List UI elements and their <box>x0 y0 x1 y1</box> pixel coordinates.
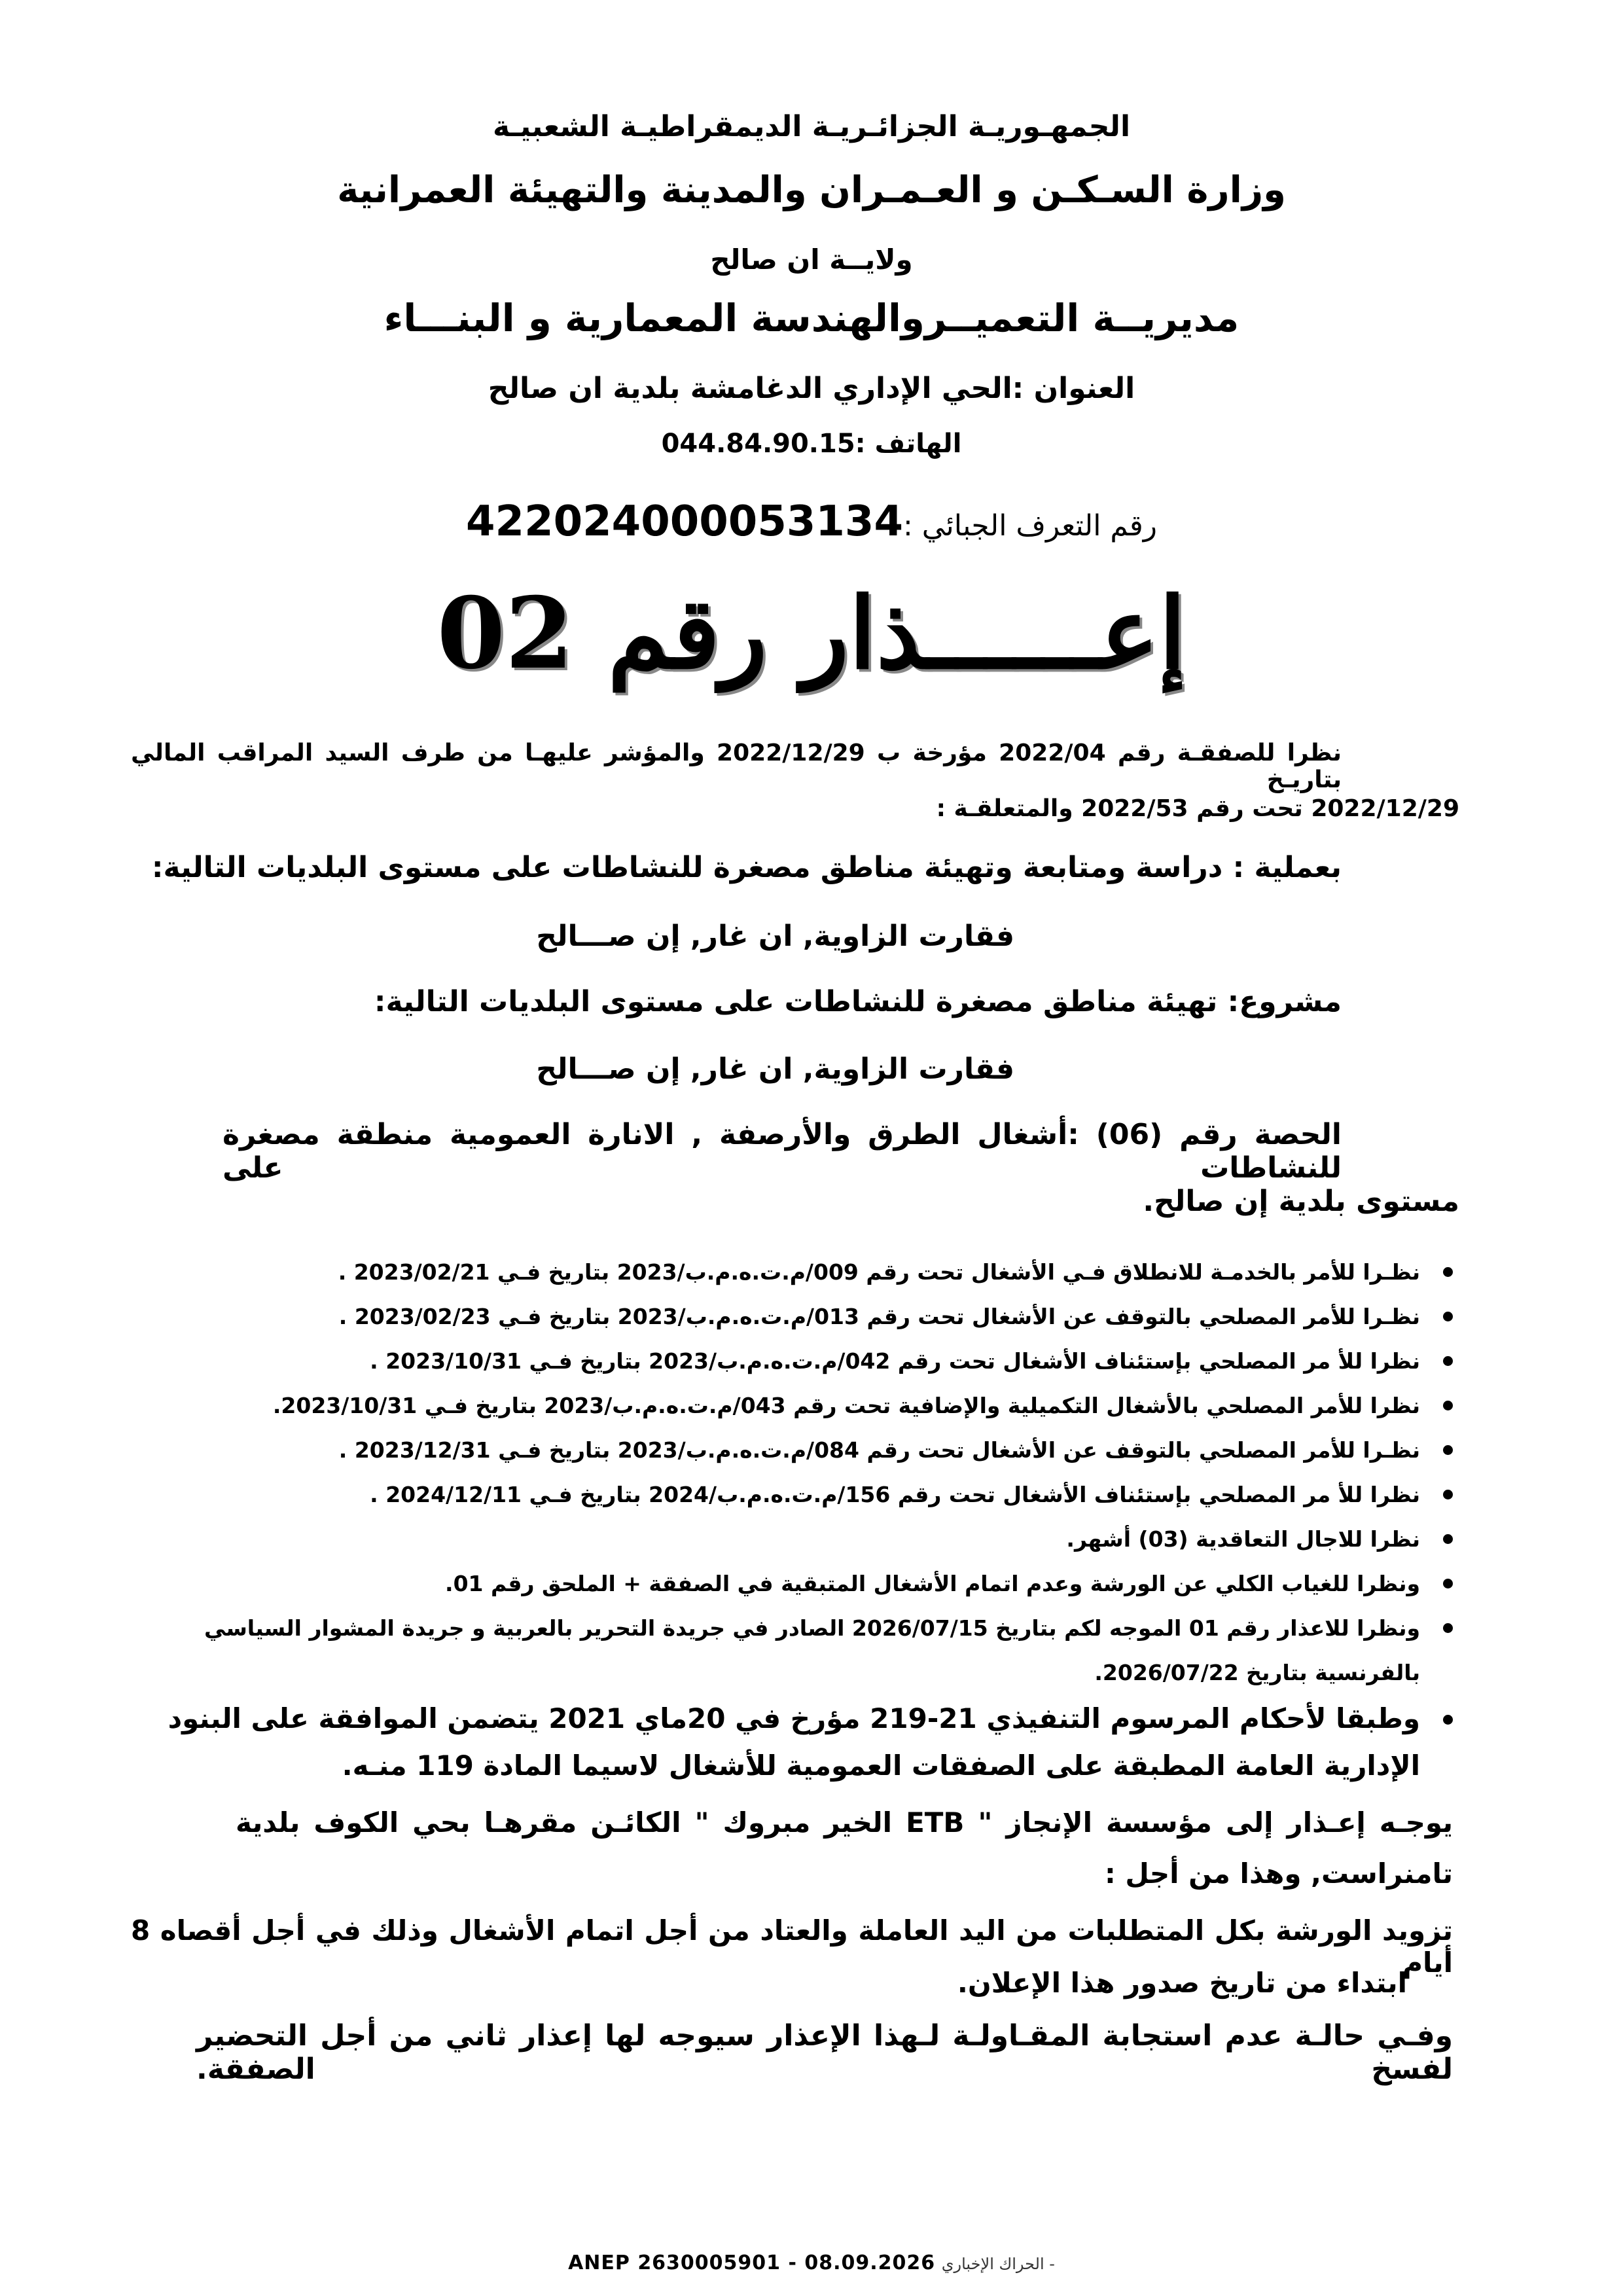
list-item: نظرا للأ مر المصلحي بإستئناف الأشغال تحت رقم 156/م.ت.ه.م.ب/2024 بتاريخ فـي 2024/12/11 . <box>131 1473 1459 1517</box>
bullet-icon <box>1443 1312 1453 1321</box>
considerations-list <box>131 1250 1459 1789</box>
project-line: مشروع: تهيئة مناطق مصغرة للنشاطات على مستوى البلديات التالية: <box>374 985 1342 1018</box>
notice-line-1: يوجـه إعـذار إلى مؤسسة الإنجاز " ETB الخير مبروك " الكائـن مقرهـا بحي الكوف بلدية <box>236 1806 1453 1839</box>
lot-line-1: الحصة رقم (06) :أشغال الطرق والأرصفة , الانارة العمومية منطقة مصغرة للنشاطات على <box>223 1118 1342 1185</box>
bullet-icon <box>1443 1356 1453 1366</box>
footer-source: - الحراك الإخباري <box>941 2255 1055 2273</box>
bullet-icon <box>1443 1445 1453 1455</box>
direction-heading: مديريــة التعميــروالهندسة المعمارية و البنـــاء <box>383 296 1240 340</box>
contract-paragraph-line-1: نظرا للصفقـة رقم 2022/04 مؤرخة ب 2022/12/29 والمؤشر عليهـا من طرف السيد المراقب المالي بتاريـخ <box>131 740 1342 793</box>
list-item: ونظرا للغياب الكلي عن الورشة وعدم اتمام الأشغال المتبقية في الصفقة + الملحق رقم 01. <box>131 1562 1459 1606</box>
ministry-heading: وزارة السـكـن و العـمـران والمدينة والتهيئة العمرانية <box>337 169 1286 211</box>
wilaya-heading: ولايــة ان صالح <box>710 243 913 276</box>
notice-title: إعــــــذار رقم 02 <box>437 576 1186 691</box>
list-item: نظـرا للأمر المصلحي بالتوقف عن الأشغال تحت رقم 013/م.ت.ه.م.ب/2023 بتاريخ فـي 2023/02/23 . <box>131 1295 1459 1339</box>
communes-line-2: فقارت الزاوية, ان غار, إن صـــالح <box>536 1052 1014 1086</box>
tax-id-value: 422024000053134 <box>466 497 903 546</box>
list-item: نظرا للأمر المصلحي بالأشغال التكميلية والإضافية تحت رقم 043/م.ت.ه.م.ب/2023 بتاريخ فـي 2023/10/31. <box>131 1384 1459 1428</box>
final-warning: وفـي حالـة عدم استجابة المقـاولـة لـهذا الإعذار سيوجه لها إعذار ثاني من أجل التحضير لفسخ الصفقة. <box>196 2019 1453 2086</box>
bullet-icon <box>1443 1267 1453 1277</box>
list-item: نظرا للاجال التعاقدية (03) أشهر. <box>131 1517 1459 1562</box>
tax-id-label: رقم التعرف الجبائي : <box>902 509 1157 543</box>
contract-paragraph-line-2: 2022/12/29 تحت رقم 2022/53 والمتعلقـة : <box>936 795 1459 822</box>
list-item: نظـرا للأمر المصلحي بالتوقف عن الأشغال تحت رقم 084/م.ت.ه.م.ب/2023 بتاريخ فـي 2023/12/31 . <box>131 1428 1459 1473</box>
supply-line-2: ابتداء من تاريخ صدور هذا الإعلان. <box>957 1967 1407 1999</box>
republic-heading: الجمهـوريـة الجزائـريـة الديمقراطيـة الشعبيـة <box>492 110 1131 143</box>
footer <box>0 2251 1623 2274</box>
bullet-icon <box>1443 1401 1453 1410</box>
bullet-icon <box>1443 1623 1453 1633</box>
tax-id-line <box>0 497 1623 546</box>
supply-line-1: تزويد الورشة بكل المتطلبات من اليد العاملة والعتاد من أجل اتمام الأشغال وذلك في أجل أقصاه 8 أيام <box>131 1914 1453 1979</box>
lot-line-2: مستوى بلدية إن صالح. <box>1143 1185 1459 1218</box>
bullet-icon <box>1443 1715 1453 1725</box>
bullet-icon <box>1443 1534 1453 1544</box>
notice-line-2: تامنراست, وهذا من أجل : <box>1104 1857 1453 1890</box>
list-item: ونظرا للاعذار رقم 01 الموجه لكم بتاريخ 2026/07/15 الصادر في جريدة التحرير بالعربية و جريدة المشوار السياسي بالفرنسية بتاريخ 2026/07/22. <box>131 1606 1459 1695</box>
list-item: وطبقا لأحكام المرسوم التنفيذي 21-219 مؤرخ في 20ماي 2021 يتضمن الموافقة على البنود الإدارية العامة المطبقة على الصفقات العمومية للأشغال لاسيما المادة 119 منـه. <box>131 1695 1459 1789</box>
footer-reference: ANEP 2630005901 - 08.09.2026 <box>568 2251 936 2274</box>
bullet-icon <box>1443 1490 1453 1499</box>
address-line: العنوان :الحي الإداري الدغامشة بلدية ان صالح <box>488 372 1135 405</box>
communes-line-1: فقارت الزاوية, ان غار, إن صـــالح <box>536 920 1014 953</box>
operation-line: بعملية : دراسة ومتابعة وتهيئة مناطق مصغرة للنشاطات على مستوى البلديات التالية: <box>151 851 1342 884</box>
phone-line: الهاتف :044.84.90.15 <box>661 429 962 459</box>
list-item: نظـرا للأمر بالخدمـة للانطلاق فـي الأشغال تحت رقم 009/م.ت.ه.م.ب/2023 بتاريخ فـي 2023/02/21 . <box>131 1250 1459 1295</box>
list-item: نظرا للأ مر المصلحي بإستئناف الأشغال تحت رقم 042/م.ت.ه.م.ب/2023 بتاريخ فـي 2023/10/31 . <box>131 1339 1459 1384</box>
bullet-icon <box>1443 1579 1453 1588</box>
